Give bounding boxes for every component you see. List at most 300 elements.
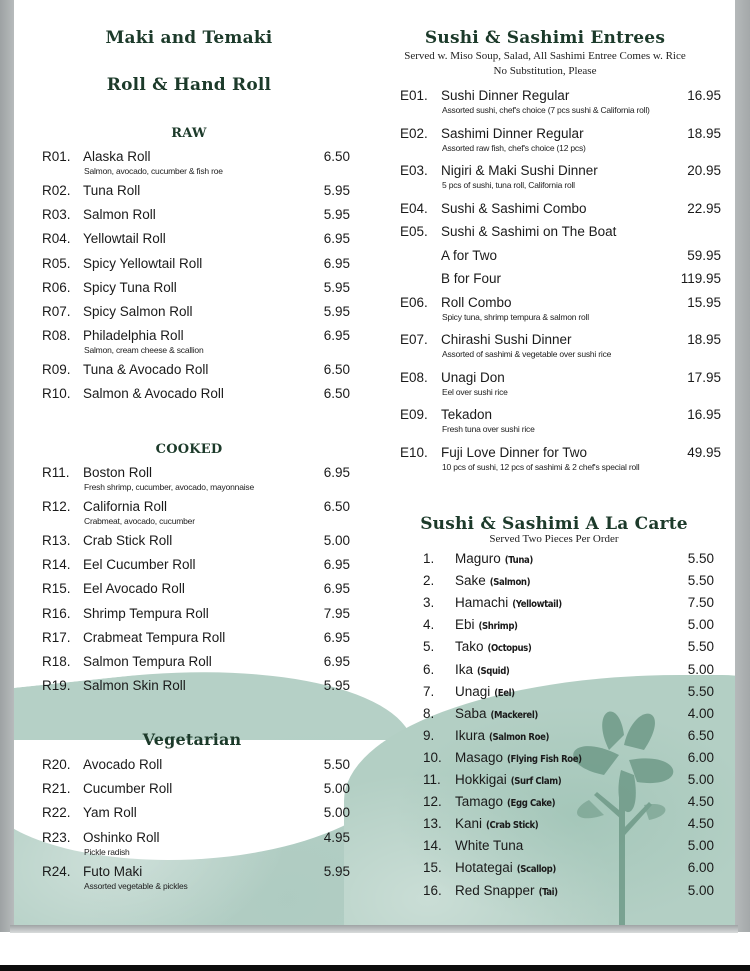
item-code: 15. [423,860,442,876]
menu-item-row [14,606,364,624]
item-name-text: Tamago [455,794,504,810]
item-name-text: Eel Cucumber Roll [83,557,196,573]
item-code: E04. [400,200,428,216]
item-name [83,386,224,401]
item-price: 6.00 [687,860,714,876]
item-price: 5.95 [323,207,350,223]
item-name-text: Oshinko Roll [83,829,160,845]
scan-edge-right [735,0,750,932]
item-name-text: Avocado Roll [83,757,163,772]
menu-item-row [14,757,364,775]
item-code: R13. [42,533,71,548]
item-name-text: Roll Combo [441,294,512,310]
item-code: R21. [42,781,71,797]
item-price: 6.50 [323,499,350,514]
item-description: Assorted raw fish, chef's choice (12 pcs) [442,142,586,153]
menu-item-row [14,304,364,322]
item-price: 119.95 [680,271,721,286]
item-name-text: Ika [455,661,474,677]
item-name-text: Crab Stick Roll [83,533,173,548]
item-code: 3. [423,595,435,611]
item-name [83,757,162,772]
item-name [455,860,556,875]
item-name [441,271,501,286]
item-price: 6.95 [323,581,350,597]
item-price: 16.95 [687,407,721,422]
item-price: 5.00 [323,781,350,797]
item-code: 12. [423,794,442,810]
menu-item-row [389,639,735,657]
menu-item-row [389,271,735,289]
item-name [83,581,185,596]
item-name-text: Tako [455,639,484,655]
item-name-text: Shrimp Tempura Roll [83,605,209,621]
item-name-text: Unagi [455,683,491,699]
menu-item-row [389,407,735,434]
item-price: 6.95 [323,629,350,645]
menu-item-row [389,860,735,878]
entrees-subtitle-2: No Substitution, Please [493,65,597,77]
item-price: 4.50 [687,794,714,810]
item-price: 18.95 [687,332,721,347]
item-name [83,362,208,377]
item-name [83,654,212,669]
item-name-text: Sushi & Sashimi on The Boat [441,224,617,239]
item-name [455,617,518,632]
menu-item-row [14,280,364,298]
item-code: 6. [423,661,435,677]
item-price: 5.00 [687,882,714,898]
item-name [455,551,533,566]
item-english-name: (Salmon Roe) [489,731,549,743]
menu-item-row [14,829,364,857]
item-description: Fresh tuna over sushi rice [442,424,535,434]
item-name [83,499,167,514]
item-name-text: Kani [455,816,483,832]
item-code: 5. [423,639,435,655]
item-code: 8. [423,705,435,721]
menu-page [14,0,735,925]
item-name [455,794,555,809]
item-code: R09. [42,362,71,378]
item-price: 5.50 [687,683,714,699]
item-code: R20. [42,757,71,772]
menu-item-row [14,781,364,799]
item-name-text: Tekadon [441,407,493,422]
menu-item-row [14,149,364,176]
item-description: Salmon, avocado, cucumber & fish roe [84,166,223,176]
item-code: R10. [42,386,71,402]
menu-item-row [389,125,735,153]
item-name [441,370,505,385]
scan-edge-bottom [10,925,738,933]
item-price: 6.95 [323,328,350,344]
item-english-name: (Salmon) [489,577,531,589]
entrees-subtitle-1: Served w. Miso Soup, Salad, All Sashimi Entree Comes w. Rice [404,50,686,62]
menu-item-row [389,224,735,242]
item-name-text: Spicy Salmon Roll [83,304,193,319]
item-name-text: Nigiri & Maki Sushi Dinner [441,163,598,178]
menu-item-row [14,630,364,648]
item-price: 5.95 [323,304,350,319]
item-code: 9. [423,727,435,743]
item-code: R01. [42,149,71,164]
item-code: R02. [42,183,71,198]
item-name [83,207,156,222]
item-code: R16. [42,605,71,621]
item-english-name: (Tuna) [504,555,533,566]
menu-item-row [14,465,364,492]
menu-item-row [389,163,735,190]
item-code: R08. [42,328,71,344]
item-price: 4.00 [687,705,714,721]
item-code: R17. [42,629,71,645]
item-name-text: Unagi Don [441,369,505,385]
item-name-text: Salmon & Avocado Roll [83,386,224,402]
item-name [83,606,209,621]
menu-item-row [14,654,364,672]
menu-item-row [14,581,364,599]
item-name [83,256,202,271]
item-english-name: (Eel) [494,687,515,699]
menu-item-row [14,499,364,526]
scan-edge-left [0,0,14,932]
item-name-text: Red Snapper [455,882,535,898]
item-price: 5.95 [323,183,350,198]
item-code: R06. [42,279,71,295]
item-name-text: Yam Roll [83,805,137,821]
item-name-text: Sashimi Dinner Regular [441,125,584,141]
item-code: R19. [42,678,71,694]
item-english-name: (Shrimp) [478,621,518,633]
menu-item-row [389,332,735,359]
item-description: Assorted of sashimi & vegetable over sushi rice [442,349,612,359]
menu-item-row [389,750,735,768]
item-name [83,830,160,845]
item-price: 5.95 [323,678,350,694]
menu-item-row [389,595,735,613]
item-name [83,781,172,796]
item-price: 5.95 [323,863,350,879]
raw-heading: RAW [171,126,207,141]
menu-item-row [389,728,735,746]
item-name [455,662,509,677]
item-name [441,201,587,216]
item-name-text: A for Two [441,247,498,263]
item-price: 6.95 [323,557,350,573]
alacarte-subtitle: Served Two Pieces Per Order [489,533,619,545]
menu-item-row [14,863,364,891]
item-description: Spicy tuna, shrimp tempura & salmon roll [442,311,589,322]
item-price: 5.00 [323,533,350,548]
item-name [441,88,569,103]
item-code: E10. [400,444,428,460]
item-code: R11. [42,465,70,480]
item-price: 6.00 [687,749,714,765]
item-name-text: Hotategai [455,860,513,876]
item-description: Eel over sushi rice [442,386,508,397]
item-price: 49.95 [687,444,721,460]
item-price: 6.50 [323,149,350,164]
item-name [441,248,497,263]
item-name [83,864,142,879]
roll-title: Roll & Hand Roll [106,75,272,95]
item-description: Salmon, cream cheese & scallion [84,345,204,356]
item-name [455,728,549,743]
menu-item-row [14,362,364,380]
item-name-text: Philadelphia Roll [83,328,184,344]
item-name [455,595,562,610]
item-code: 4. [423,617,435,633]
item-english-name: (Tai) [538,886,558,898]
menu-item-row [14,183,364,201]
item-name-text: Salmon Tempura Roll [83,654,212,669]
menu-item-row [14,328,364,356]
item-name-text: Tuna Roll [83,183,141,198]
item-price: 5.50 [687,639,714,655]
item-description: Assorted vegetable & pickles [84,880,188,891]
item-price: 7.95 [323,605,350,621]
item-name-text: Cucumber Roll [83,781,173,797]
item-name [83,678,186,693]
item-price: 6.95 [323,465,350,480]
item-price: 5.95 [323,279,350,295]
item-name [455,639,531,654]
menu-item-row [389,444,735,472]
item-name-text: Boston Roll [83,465,153,480]
menu-item-row [14,207,364,225]
item-price: 6.95 [323,255,350,271]
item-name-text: White Tuna [455,838,524,854]
item-description: Crabmeat, avocado, cucumber [84,516,195,526]
item-code: 10. [423,749,442,765]
item-code: E05. [400,224,428,239]
item-name [83,630,225,645]
item-name [455,816,538,831]
item-description: 5 pcs of sushi, tuna roll, California roll [442,180,575,190]
item-name [83,280,177,295]
menu-item-row [389,883,735,901]
item-price: 5.00 [687,838,714,854]
item-code: 7. [423,683,435,699]
item-english-name: (Scallop) [516,864,556,876]
item-code: 11. [423,772,441,787]
item-code: 16. [423,882,442,898]
item-name-text: Tuna & Avocado Roll [83,362,209,378]
item-code: E06. [400,294,428,310]
item-code: E08. [400,369,428,385]
item-name-text: Spicy Yellowtail Roll [83,255,203,271]
item-english-name: (Squid) [477,665,510,677]
item-name-text: Hokkigai [455,772,507,787]
item-name [455,684,515,699]
item-name [83,183,140,198]
item-description: 10 pcs of sushi, 12 pcs of sashimi & 2 chef's special roll [442,461,640,472]
item-name-text: Alaska Roll [83,149,151,164]
item-price: 7.50 [687,595,714,611]
item-description: Fresh shrimp, cucumber, avocado, mayonnaise [84,482,254,492]
item-english-name: (Flying Fish Roe) [507,753,582,765]
item-code: 1. [423,551,435,566]
item-name-text: Salmon Skin Roll [83,678,186,694]
item-name [455,573,530,588]
item-name [83,557,196,572]
item-name [455,772,561,787]
item-price: 6.50 [323,386,350,402]
item-price: 6.50 [687,727,714,743]
item-price: 17.95 [687,369,721,385]
item-name-text: Futo Maki [83,863,143,879]
item-description: Pickle radish [84,846,130,857]
item-name-text: California Roll [83,499,168,514]
item-name-text: Sake [455,573,486,589]
menu-item-row [389,617,735,635]
item-price: 5.50 [323,757,350,772]
item-code: R04. [42,231,71,247]
item-english-name: (Egg Cake) [507,798,556,810]
item-name [441,445,587,460]
item-price: 22.95 [687,200,721,216]
item-code: R12. [42,499,71,514]
menu-item-row [14,231,364,249]
item-name-text: Spicy Tuna Roll [83,279,177,295]
item-name [441,407,492,422]
item-english-name: (Mackerel) [490,709,538,721]
item-name-text: Hamachi [455,595,509,611]
item-name [83,149,151,164]
item-english-name: (Crab Stick) [486,820,539,832]
item-name [83,465,152,480]
menu-item-row [389,248,735,266]
entrees-title: Sushi & Sashimi Entrees [424,28,666,48]
item-price: 5.50 [687,551,714,566]
item-code: R18. [42,654,71,669]
menu-item-row [389,662,735,680]
item-code: R22. [42,805,71,821]
item-code: E07. [400,332,428,347]
item-price: 4.50 [687,816,714,832]
vegetarian-heading: Vegetarian [142,730,242,749]
menu-item-row [389,706,735,724]
item-english-name: (Surf Clam) [510,776,562,787]
item-name [441,332,572,347]
item-price: 20.95 [687,163,721,178]
menu-item-row [389,551,735,569]
item-name-text: Chirashi Sushi Dinner [441,332,572,347]
menu-item-row [14,678,364,696]
item-name [83,231,166,246]
item-price: 15.95 [687,294,721,310]
menu-item-row [389,88,735,115]
item-price: 18.95 [687,125,721,141]
item-code: E01. [400,88,428,103]
item-code: E09. [400,407,428,422]
item-code: R14. [42,557,71,573]
item-name-text: Sushi & Sashimi Combo [441,200,587,216]
menu-item-row [14,533,364,551]
item-code: E03. [400,163,428,178]
item-name-text: Fuji Love Dinner for Two [441,444,588,460]
item-name [83,533,172,548]
item-name-text: Ikura [455,727,486,743]
maki-title: Maki and Temaki [105,28,273,48]
item-name-text: B for Four [441,271,502,286]
item-price: 5.00 [687,617,714,633]
menu-item-row [389,772,735,790]
item-english-name: (Yellowtail) [512,599,562,611]
bottom-black-bar [0,965,750,971]
menu-item-row [389,684,735,702]
item-name [441,163,598,178]
item-name [441,295,512,310]
menu-item-row [389,794,735,812]
item-name-text: Crabmeat Tempura Roll [83,629,226,645]
item-price: 59.95 [687,247,721,263]
item-code: 13. [423,816,442,832]
menu-item-row [14,256,364,274]
menu-item-row [389,294,735,322]
item-name [83,328,184,343]
item-english-name: (Octopus) [487,643,532,655]
menu-item-row [389,573,735,591]
alacarte-title: Sushi & Sashimi A La Carte [420,514,688,534]
item-name [455,750,582,765]
item-name-text: Saba [455,705,487,721]
item-name [441,126,584,141]
item-code: R03. [42,207,71,223]
cooked-heading: COOKED [155,442,223,457]
item-name [83,805,137,820]
item-description: Assorted sushi, chef's choice (7 pcs sushi & California roll) [442,105,650,115]
item-name-text: Eel Avocado Roll [83,581,185,597]
item-name-text: Salmon Roll [83,207,156,223]
item-code: R05. [42,255,71,271]
item-price: 5.00 [687,772,714,787]
item-code: R23. [42,829,71,845]
menu-item-row [389,201,735,219]
menu-item-row [14,386,364,404]
item-code: E02. [400,125,428,141]
item-name [455,838,523,853]
item-name [455,706,538,721]
item-name-text: Masago [455,749,504,765]
menu-item-row [389,369,735,397]
item-name-text: Yellowtail Roll [83,231,166,247]
item-price: 5.50 [687,573,714,589]
item-code: 14. [423,838,442,854]
item-name-text: Sushi Dinner Regular [441,88,570,103]
item-name [441,224,616,239]
item-price: 6.95 [323,231,350,247]
item-price: 5.00 [687,661,714,677]
item-price: 6.50 [323,362,350,378]
item-price: 16.95 [687,88,721,103]
item-price: 6.95 [323,654,350,669]
item-name [455,883,558,898]
item-code: 2. [423,573,435,589]
item-price: 5.00 [323,805,350,821]
item-code: R15. [42,581,71,597]
menu-item-row [389,816,735,834]
menu-item-row [14,805,364,823]
item-name-text: Ebi [455,617,475,633]
item-code: R07. [42,304,71,319]
menu-item-row [14,557,364,575]
menu-item-row [389,838,735,856]
item-code: R24. [42,863,71,879]
item-name-text: Maguro [455,551,501,566]
item-price: 4.95 [323,829,350,845]
